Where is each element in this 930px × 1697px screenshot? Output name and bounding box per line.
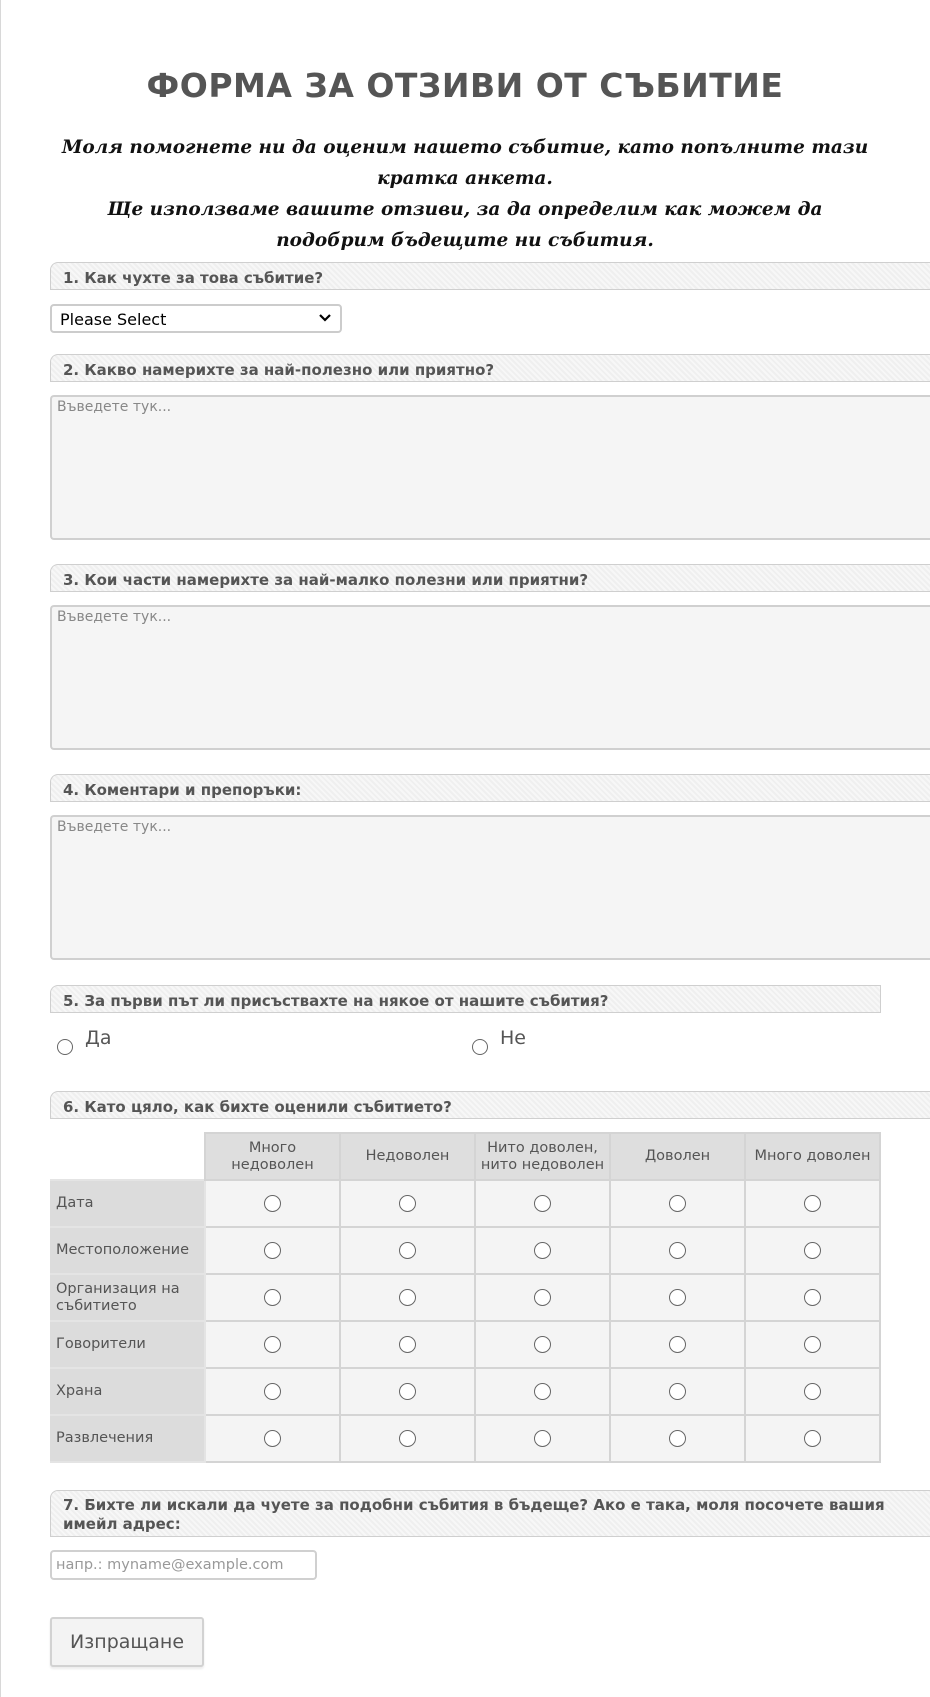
- matrix-cell[interactable]: [745, 1368, 880, 1415]
- first-time-option-no[interactable]: [472, 1027, 526, 1055]
- matrix-col-header: Нито доволен, нито недоволен: [475, 1133, 610, 1180]
- matrix-cell[interactable]: [475, 1180, 610, 1227]
- matrix-corner: [50, 1133, 205, 1180]
- rating-matrix: [50, 1132, 881, 1463]
- matrix-cell[interactable]: [475, 1368, 610, 1415]
- option-yes-label: Да: [85, 1027, 112, 1049]
- matrix-row-label: Храна: [50, 1368, 205, 1415]
- matrix-radio[interactable]: [669, 1383, 686, 1400]
- matrix-cell[interactable]: [475, 1415, 610, 1462]
- matrix-col-header: Доволен: [610, 1133, 745, 1180]
- email-input[interactable]: напр.: myname@example.com: [50, 1550, 317, 1580]
- matrix-cell[interactable]: [610, 1227, 745, 1274]
- form-title: ФОРМА ЗА ОТЗИВИ ОТ СЪБИТИЕ: [146, 66, 784, 105]
- matrix-radio[interactable]: [534, 1383, 551, 1400]
- question-4-label: 4. Коментари и препоръки:: [50, 774, 930, 802]
- matrix-radio[interactable]: [669, 1430, 686, 1447]
- matrix-cell[interactable]: [340, 1321, 475, 1368]
- matrix-row: [50, 1274, 880, 1321]
- matrix-row: [50, 1227, 880, 1274]
- matrix-cell[interactable]: [475, 1321, 610, 1368]
- matrix-radio[interactable]: [399, 1289, 416, 1306]
- matrix-cell[interactable]: [340, 1368, 475, 1415]
- chevron-down-icon: [316, 309, 334, 327]
- matrix-header-row: [50, 1133, 880, 1180]
- matrix-cell[interactable]: [205, 1415, 340, 1462]
- most-useful-textarea[interactable]: Въведете тук...: [50, 395, 930, 540]
- matrix-radio[interactable]: [669, 1242, 686, 1259]
- submit-button[interactable]: Изпращане: [50, 1617, 204, 1667]
- matrix-radio[interactable]: [804, 1242, 821, 1259]
- matrix-radio[interactable]: [399, 1242, 416, 1259]
- matrix-radio[interactable]: [669, 1289, 686, 1306]
- matrix-radio[interactable]: [669, 1336, 686, 1353]
- matrix-radio[interactable]: [264, 1195, 281, 1212]
- matrix-cell[interactable]: [340, 1415, 475, 1462]
- matrix-cell[interactable]: [205, 1227, 340, 1274]
- matrix-row: [50, 1180, 880, 1227]
- matrix-cell[interactable]: [205, 1274, 340, 1321]
- comments-textarea[interactable]: Въведете тук...: [50, 815, 930, 960]
- form-intro: [60, 132, 870, 256]
- radio-no[interactable]: [472, 1039, 488, 1055]
- matrix-radio[interactable]: [534, 1336, 551, 1353]
- matrix-cell[interactable]: [205, 1368, 340, 1415]
- matrix-cell[interactable]: [745, 1180, 880, 1227]
- question-3-label: 3. Кои части намерихте за най-малко полезни или приятни?: [50, 564, 930, 592]
- question-2-label: 2. Какво намерихте за най-полезно или приятно?: [50, 354, 930, 382]
- matrix-radio[interactable]: [804, 1336, 821, 1353]
- matrix-col-header: Много недоволен: [205, 1133, 340, 1180]
- how-heard-select[interactable]: [50, 304, 342, 333]
- matrix-cell[interactable]: [340, 1180, 475, 1227]
- matrix-radio[interactable]: [264, 1383, 281, 1400]
- matrix-cell[interactable]: [205, 1321, 340, 1368]
- matrix-cell[interactable]: [745, 1274, 880, 1321]
- matrix-cell[interactable]: [340, 1227, 475, 1274]
- matrix-row-label: Дата: [50, 1180, 205, 1227]
- matrix-row: [50, 1415, 880, 1462]
- matrix-radio[interactable]: [264, 1289, 281, 1306]
- question-7-label: 7. Бихте ли искали да чуете за подобни събития в бъдеще? Ако е така, моля посочете вашия имейл адрес:: [50, 1490, 930, 1537]
- matrix-radio[interactable]: [399, 1430, 416, 1447]
- matrix-row-label: Развлечения: [50, 1415, 205, 1462]
- matrix-radio[interactable]: [399, 1336, 416, 1353]
- matrix-radio[interactable]: [669, 1195, 686, 1212]
- page-left-border: [0, 0, 1, 1697]
- matrix-row-label: Местоположение: [50, 1227, 205, 1274]
- question-1-label: 1. Как чухте за това събитие?: [50, 262, 930, 290]
- matrix-cell[interactable]: [745, 1227, 880, 1274]
- matrix-row-label: Говорители: [50, 1321, 205, 1368]
- matrix-cell[interactable]: [745, 1321, 880, 1368]
- matrix-cell[interactable]: [475, 1227, 610, 1274]
- matrix-col-header: Недоволен: [340, 1133, 475, 1180]
- matrix-radio[interactable]: [399, 1383, 416, 1400]
- least-useful-textarea[interactable]: Въведете тук...: [50, 605, 930, 750]
- matrix-row: [50, 1368, 880, 1415]
- select-value: Please Select: [60, 310, 167, 329]
- matrix-radio[interactable]: [534, 1242, 551, 1259]
- matrix-radio[interactable]: [534, 1430, 551, 1447]
- matrix-cell[interactable]: [610, 1321, 745, 1368]
- matrix-cell[interactable]: [610, 1415, 745, 1462]
- matrix-cell[interactable]: [340, 1274, 475, 1321]
- matrix-radio[interactable]: [399, 1195, 416, 1212]
- matrix-radio[interactable]: [804, 1430, 821, 1447]
- matrix-cell[interactable]: [205, 1180, 340, 1227]
- matrix-row: [50, 1321, 880, 1368]
- matrix-row-label: Организация на събитието: [50, 1274, 205, 1321]
- matrix-radio[interactable]: [264, 1336, 281, 1353]
- matrix-radio[interactable]: [804, 1383, 821, 1400]
- matrix-cell[interactable]: [610, 1368, 745, 1415]
- matrix-col-header: Много доволен: [745, 1133, 880, 1180]
- matrix-cell[interactable]: [610, 1274, 745, 1321]
- matrix-radio[interactable]: [534, 1195, 551, 1212]
- matrix-radio[interactable]: [264, 1242, 281, 1259]
- matrix-radio[interactable]: [804, 1289, 821, 1306]
- intro-line-2: Ще използваме вашите отзиви, за да определим как можем да подобрим бъдещите ни събития.: [107, 199, 823, 251]
- intro-line-1: Моля помогнете ни да оценим нашето събитие, като попълните тази кратка анкета.: [61, 137, 869, 189]
- matrix-radio[interactable]: [534, 1289, 551, 1306]
- matrix-cell[interactable]: [610, 1180, 745, 1227]
- matrix-radio[interactable]: [804, 1195, 821, 1212]
- first-time-option-yes[interactable]: [57, 1027, 112, 1055]
- question-6-label: 6. Като цяло, как бихте оценили събитието?: [50, 1091, 930, 1119]
- matrix-cell[interactable]: [475, 1274, 610, 1321]
- radio-yes[interactable]: [57, 1039, 73, 1055]
- matrix-radio[interactable]: [264, 1430, 281, 1447]
- option-no-label: Не: [500, 1027, 526, 1049]
- matrix-cell[interactable]: [745, 1415, 880, 1462]
- question-5-label: 5. За първи път ли присъствахте на някое от нашите събития?: [50, 985, 881, 1013]
